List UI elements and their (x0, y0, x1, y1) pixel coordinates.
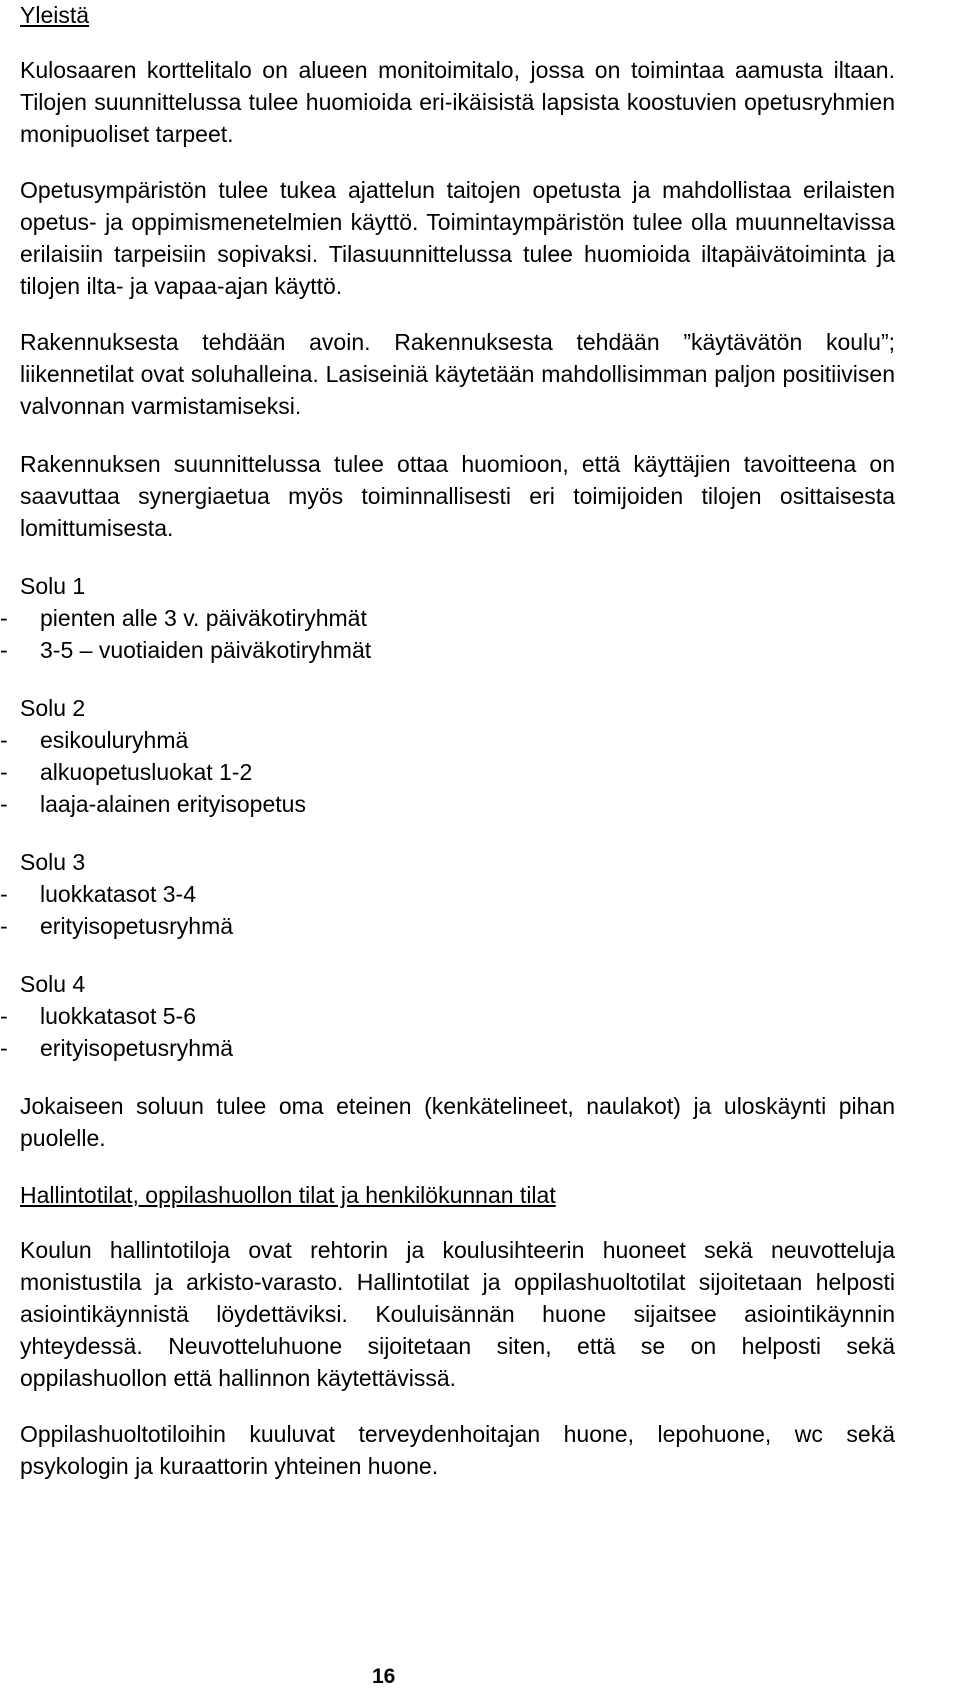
list-item-text: pienten alle 3 v. päiväkotiryhmät (40, 605, 367, 631)
paragraph-admin-1: Koulun hallintotiloja ovat rehtorin ja koulusihteerin huoneet sekä neuvotteluja monistustila ja arkisto-varasto. Hallintotilat ja oppilashuoltotilat sijoitetaan helposti asiointikäynnistä löydettäviksi. Kouluisännän huone sijaitsee asiointikäynnin yhteydessä. Neuvotteluhuone sijoitetaan siten, että se on helposti sekä oppilashuollon että hallinnon käytettävissä. (20, 1237, 895, 1391)
list-dash: - (0, 1003, 8, 1029)
cell-title: Solu 1 (20, 573, 86, 599)
paragraph-general-1: Kulosaaren korttelitalo on alueen monitoimitalo, jossa on toimintaa aamusta iltaan. Tilojen suunnittelussa tulee huomioida eri-ikäisistä lapsista koostuvien opetusryhmien monipuoliset tarpeet. (20, 57, 895, 147)
list-item (0, 788, 895, 820)
cell-item-list (0, 1000, 895, 1064)
list-item-text: erityisopetusryhmä (40, 1035, 234, 1061)
list-item (0, 602, 895, 634)
cell-2 (0, 692, 895, 820)
list-item-text: 3-5 – vuotiaiden päiväkotiryhmät (40, 637, 372, 663)
paragraph-general-2: Opetusympäristön tulee tukea ajattelun taitojen opetusta ja mahdollistaa erilaisten opetus- ja oppimismenetelmien käyttö. Toimintaympäristön tulee olla muunneltavissa erilaisiin tarpeisiin sopivaksi. Tilasuunnittelussa tulee huomioida iltapäivätoiminta ja tilojen ilta- ja vapaa-ajan käyttö. (20, 177, 895, 299)
list-dash: - (0, 913, 8, 939)
section-heading-admin: Hallintotilat, oppilashuollon tilat ja henkilökunnan tilat (20, 1182, 556, 1208)
cell-3 (0, 846, 895, 942)
cell-title: Solu 3 (20, 849, 86, 875)
list-dash: - (0, 881, 8, 907)
list-item (0, 1032, 895, 1064)
list-item (0, 634, 895, 666)
cell-title: Solu 4 (20, 971, 86, 997)
cell-1 (0, 570, 895, 666)
list-item-text: esikouluryhmä (40, 727, 189, 753)
list-item-text: erityisopetusryhmä (40, 913, 234, 939)
list-item-text: laaja-alainen erityisopetus (40, 791, 306, 817)
section-heading-general: Yleistä (20, 2, 90, 28)
list-dash: - (0, 1035, 8, 1061)
cell-title: Solu 2 (20, 695, 86, 721)
list-item (0, 878, 895, 910)
list-dash: - (0, 791, 8, 817)
list-item (0, 1000, 895, 1032)
list-item-text: luokkatasot 5-6 (40, 1003, 196, 1029)
paragraph-after-cells: Jokaiseen soluun tulee oma eteinen (kenkätelineet, naulakot) ja uloskäynti pihan puolelle. (20, 1093, 895, 1151)
cell-4 (0, 968, 895, 1064)
list-dash: - (0, 759, 8, 785)
paragraph-general-4: Rakennuksen suunnittelussa tulee ottaa huomioon, että käyttäjien tavoitteena on saavuttaa synergiaetua myös toiminnallisesti eri toimijoiden tilojen osittaisesta lomittumisesta. (20, 451, 895, 541)
list-dash: - (0, 727, 8, 753)
page-number: 16 (372, 1665, 396, 1688)
list-dash: - (0, 637, 8, 663)
list-item (0, 910, 895, 942)
list-item (0, 724, 895, 756)
cell-item-list (0, 724, 895, 820)
cell-item-list (0, 602, 895, 666)
list-item-text: luokkatasot 3-4 (40, 881, 196, 907)
paragraph-admin-2: Oppilashuoltotiloihin kuuluvat terveydenhoitajan huone, lepohuone, wc sekä psykologin ja kuraattorin yhteinen huone. (20, 1421, 895, 1479)
cell-item-list (0, 878, 895, 942)
paragraph-general-3: Rakennuksesta tehdään avoin. Rakennuksesta tehdään ”käytävätön koulu”; liikennetilat ovat soluhalleina. Lasiseiniä käytetään mahdollisimman paljon positiivisen valvonnan varmistamiseksi. (20, 329, 895, 419)
list-dash: - (0, 605, 8, 631)
list-item (0, 756, 895, 788)
list-item-text: alkuopetusluokat 1-2 (40, 759, 253, 785)
